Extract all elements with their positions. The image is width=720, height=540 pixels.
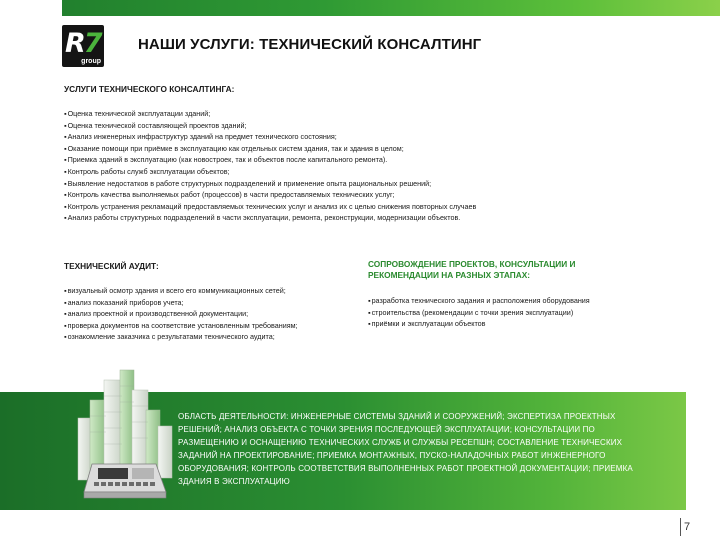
list-item: ▪ Анализ инженерных инфраструктур зданий на предмет технического состояния;	[64, 131, 664, 143]
list-item: ▪ ознакомление заказчика с результатами технического аудита;	[64, 331, 354, 343]
list-item: ▪ Контроль качества выполняемых работ (процессов) в части предоставляемых технических услуг;	[64, 189, 664, 201]
list-item: ▪ проверка документов на соответствие установленным требованиям;	[64, 320, 310, 332]
control-console-icon	[84, 464, 166, 498]
list-item: ▪ анализ показаний приборов учета;	[64, 297, 354, 309]
page-number-divider	[680, 518, 681, 536]
list-item: ▪ Оказание помощи при приёмке в эксплуатацию как отдельных систем здания, так и здания в целом;	[64, 143, 664, 155]
audit-list	[64, 285, 354, 343]
audit-section	[64, 261, 354, 343]
consulting-list	[64, 108, 664, 224]
list-item: ▪ Оценка технической составляющей проектов зданий;	[64, 120, 664, 132]
logo-mark-seven: 7	[83, 28, 101, 59]
list-item: ▪ Контроль работы служб эксплуатации объектов;	[64, 166, 664, 178]
building	[104, 380, 122, 478]
list-item: ▪ анализ проектной и производственной документации;	[64, 308, 354, 320]
city-buildings-illustration	[70, 366, 182, 506]
list-item: ▪ строительства (рекомендации с точки зрения эксплуатации)	[368, 307, 668, 319]
support-section	[368, 259, 668, 330]
consulting-section	[64, 84, 664, 224]
building	[158, 426, 172, 478]
page-title: НАШИ УСЛУГИ: ТЕХНИЧЕСКИЙ КОНСАЛТИНГ	[138, 36, 482, 53]
activity-description: ОБЛАСТЬ ДЕЯТЕЛЬНОСТИ: ИНЖЕНЕРНЫЕ СИСТЕМЫ ЗДАНИЙ И СООРУЖЕНИЙ; ЭКСПЕРТИЗА ПРОЕКТНЫХ РЕШЕНИЙ; АНАЛИЗ ОБЪЕКТА С ТОЧКИ ЗРЕНИЯ ПОСЛЕДУЮЩЕЙ ЭКСПЛУАТАЦИИ; КОНСУЛЬТАЦИИ ПО РАЗМЕЩЕНИЮ И ОСНАЩЕНИЮ ТЕХНИЧЕСКИХ СЛУЖБ И СЛУЖБЫ РЕСЕПШН; СОСТАВЛЕНИЕ ТЕХНИЧЕСКИХ ЗАДАНИЙ НА ПРОЕКТИРОВАНИЕ; ПРИЕМКА МОНТАЖНЫХ, ПУСКО-НАЛАДОЧНЫХ РАБОТ ИНЖЕНЕРНОГО ОБОРУДОВАНИЯ; КОНТРОЛЬ СООТВЕТСТВИЯ ВЫПОЛНЕННЫХ РАБОТ ПРОЕКТНОЙ ДОКУМЕНТАЦИИ; ПРИЕМКА ЗДАНИЯ В ЭКСПЛУАТАЦИЮ	[178, 412, 633, 486]
list-item: ▪ Приемка зданий в эксплуатацию (как новостроек, так и объектов после капитального ремонта).	[64, 154, 664, 166]
top-accent-bar	[0, 0, 720, 16]
support-list	[368, 295, 668, 330]
list-item: ▪ визуальный осмотр здания и всего его коммуникационных сетей;	[64, 285, 354, 297]
consulting-heading: УСЛУГИ ТЕХНИЧЕСКОГО КОНСАЛТИНГА:	[64, 84, 235, 94]
list-item: ▪ приёмки и эксплуатации объектов	[368, 318, 668, 330]
top-bar-gap	[0, 0, 62, 16]
support-heading: СОПРОВОЖДЕНИЕ ПРОЕКТОВ, КОНСУЛЬТАЦИИ И РЕКОМЕНДАЦИИ НА РАЗНЫХ ЭТАПАХ:	[368, 259, 576, 280]
page-number: 7	[684, 521, 691, 533]
logo-mark	[65, 27, 101, 61]
logo-subtext: group	[81, 58, 101, 65]
list-item: ▪ Контроль устранения рекламаций предоставляемых технических услуг и анализ их с целью снижения повторных случаев	[64, 201, 664, 213]
list-item: ▪ Оценка технической эксплуатации зданий;	[64, 108, 664, 120]
list-item: ▪ разработка технического задания и расположения оборудования	[368, 295, 608, 307]
list-item: ▪ Анализ работы структурных подразделений в части эксплуатации, ремонта, реконструкции, модернизации объектов.	[64, 212, 664, 224]
r7-group-logo	[62, 25, 104, 67]
logo-mark-r: R	[65, 28, 84, 59]
list-item: ▪ Выявление недостатков в работе структурных подразделений и применение опыта рациональных решений;	[64, 178, 664, 190]
audit-heading: ТЕХНИЧЕСКИЙ АУДИТ:	[64, 261, 159, 271]
